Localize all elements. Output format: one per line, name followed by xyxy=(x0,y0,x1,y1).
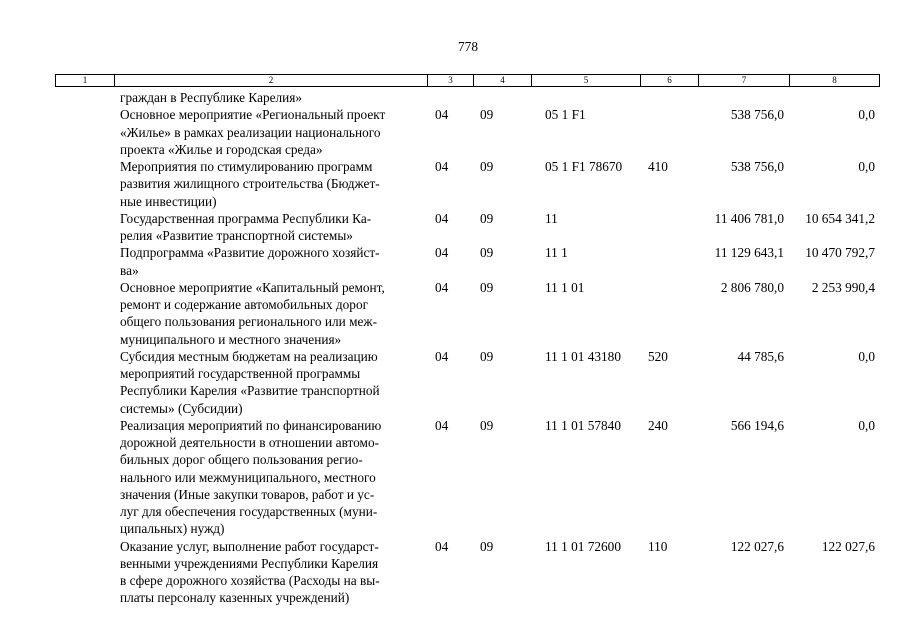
expense-type-code-cell xyxy=(641,89,699,106)
expense-type-code-cell: 110 xyxy=(648,538,668,554)
description-line: Оказание услуг, выполнение работ государст- xyxy=(120,538,379,554)
table-header-row xyxy=(55,74,880,87)
target-item-code-cell: 11 1 01 xyxy=(545,279,585,295)
header-column-5: 5 xyxy=(532,75,641,86)
header-column-3: 3 xyxy=(428,75,474,86)
section-code-cell: 04 xyxy=(435,159,449,174)
description-line: в сфере дорожного хозяйства (Расходы на вы- xyxy=(120,573,380,588)
target-item-code-cell: 11 1 01 57840 xyxy=(545,417,621,433)
row-number-cell xyxy=(55,538,115,607)
section-code-cell: 04 xyxy=(435,210,449,226)
description-line: муниципального и местного значения» xyxy=(120,331,342,347)
description-line: релия «Развитие транспортной системы» xyxy=(120,228,353,243)
description-line: ремонт и содержание автомобильных дорог xyxy=(120,297,369,312)
header-column-2: 2 xyxy=(115,75,428,86)
section-code-cell xyxy=(428,89,474,106)
expense-type-code-cell xyxy=(641,210,699,245)
target-item-code-cell: 11 1 01 43180 xyxy=(545,348,621,364)
row-number-cell xyxy=(55,348,115,417)
target-item-code-cell: 11 1 01 72600 xyxy=(545,538,621,554)
description-line: Мероприятия по стимулированию программ xyxy=(120,159,373,174)
description-line: ные инвестиции) xyxy=(120,193,217,209)
expense-type-code-cell xyxy=(641,244,699,279)
row-number-cell xyxy=(55,210,115,245)
amount-2-cell: 122 027,6 xyxy=(821,538,875,554)
page-number: 778 xyxy=(458,39,478,54)
amount-1-cell: 11 406 781,0 xyxy=(714,210,784,226)
row-description-cell xyxy=(115,279,428,348)
description-line: Государственная программа Республики Ка- xyxy=(120,210,372,226)
amount-1-cell: 44 785,6 xyxy=(737,348,784,364)
amount-1-cell: 566 194,6 xyxy=(730,417,784,433)
section-code-cell: 04 xyxy=(435,245,449,261)
description-line: Подпрограмма «Развитие дорожного хозяйст- xyxy=(120,245,380,261)
description-line: развития жилищного строительства (Бюджет- xyxy=(120,176,380,192)
amount-2-cell: 0,0 xyxy=(858,348,875,364)
description-line: луг для обеспечения государственных (муни- xyxy=(120,504,378,519)
section-code-cell: 04 xyxy=(435,348,449,364)
amount-1-cell xyxy=(699,89,790,106)
row-description-cell xyxy=(115,244,428,279)
header-column-4: 4 xyxy=(474,75,532,86)
description-line: «Жилье» в рамках реализации национального xyxy=(120,124,381,140)
section-code-cell: 04 xyxy=(435,107,449,123)
amount-1-cell: 538 756,0 xyxy=(730,159,784,174)
amount-2-cell: 0,0 xyxy=(858,107,875,123)
description-line: ва» xyxy=(120,262,139,278)
description-line: мероприятий государственной программы xyxy=(120,366,361,381)
row-description-cell xyxy=(115,158,428,210)
target-item-code-cell: 05 1 F1 xyxy=(545,107,586,123)
description-line: дорожной деятельности в отношении автомо- xyxy=(120,435,380,450)
amount-2-cell: 2 253 990,4 xyxy=(811,279,875,295)
row-number-cell xyxy=(55,106,115,158)
subsection-code-cell: 09 xyxy=(480,538,494,554)
header-column-7: 7 xyxy=(699,75,790,86)
table-row xyxy=(55,89,880,106)
description-line: бильных дорог общего пользования регио- xyxy=(120,452,363,468)
description-line: системы» (Субсидии) xyxy=(120,400,243,416)
row-number-cell xyxy=(55,279,115,348)
description-line: проекта «Жилье и городская среда» xyxy=(120,141,323,157)
description-line: платы персоналу казенных учреждений) xyxy=(120,590,350,606)
amount-2-cell xyxy=(790,89,880,106)
subsection-code-cell: 09 xyxy=(480,210,494,226)
target-item-code-cell: 05 1 F1 78670 xyxy=(545,159,623,174)
expense-type-code-cell: 520 xyxy=(648,348,668,364)
amount-1-cell: 122 027,6 xyxy=(730,538,784,554)
description-line: граждан в Республике Карелия» xyxy=(120,90,303,105)
subsection-code-cell: 09 xyxy=(480,279,494,295)
header-column-6: 6 xyxy=(641,75,699,86)
description-line: Основное мероприятие «Капитальный ремонт, xyxy=(120,279,385,295)
row-number-cell xyxy=(55,244,115,279)
section-code-cell: 04 xyxy=(435,279,449,295)
table-row xyxy=(55,417,880,538)
table-row xyxy=(55,158,880,210)
description-line: Основное мероприятие «Региональный проект xyxy=(120,107,386,123)
target-item-code-cell xyxy=(532,89,641,106)
row-number-cell xyxy=(55,158,115,210)
subsection-code-cell: 09 xyxy=(480,348,494,364)
subsection-code-cell xyxy=(474,89,532,106)
amount-2-cell: 10 654 341,2 xyxy=(805,210,875,226)
table-body xyxy=(55,89,880,607)
row-description-cell xyxy=(115,348,428,417)
description-line: ципальных) нужд) xyxy=(120,521,225,537)
description-line: Республики Карелия «Развитие транспортной xyxy=(120,383,380,399)
amount-1-cell: 538 756,0 xyxy=(730,107,784,123)
table-row xyxy=(55,348,880,417)
row-number-cell xyxy=(55,417,115,538)
subsection-code-cell: 09 xyxy=(480,245,494,261)
header-column-8: 8 xyxy=(790,75,880,86)
table-row xyxy=(55,210,880,245)
table-row xyxy=(55,538,880,607)
amount-2-cell: 0,0 xyxy=(858,159,875,174)
subsection-code-cell: 09 xyxy=(480,159,494,174)
amount-1-cell: 11 129 643,1 xyxy=(714,245,784,261)
subsection-code-cell: 09 xyxy=(480,107,494,123)
description-line: нального или межмуниципального, местного xyxy=(120,469,376,485)
row-description-cell xyxy=(115,417,428,538)
description-line: венными учреждениями Республики Карелия xyxy=(120,555,379,571)
table-row xyxy=(55,244,880,279)
amount-2-cell: 10 470 792,7 xyxy=(805,245,875,261)
section-code-cell: 04 xyxy=(435,417,449,433)
expense-type-code-cell xyxy=(641,106,699,158)
row-number-cell xyxy=(55,89,115,106)
row-description-cell xyxy=(115,106,428,158)
subsection-code-cell: 09 xyxy=(480,417,494,433)
description-line: значения (Иные закупки товаров, работ и ус- xyxy=(120,486,375,502)
table-row xyxy=(55,106,880,158)
table-row xyxy=(55,279,880,348)
header-column-1: 1 xyxy=(56,75,115,86)
row-description-cell xyxy=(115,210,428,245)
budget-table xyxy=(55,74,880,607)
section-code-cell: 04 xyxy=(435,538,449,554)
expense-type-code-cell: 240 xyxy=(648,417,668,433)
description-line: общего пользования регионального или меж- xyxy=(120,314,378,330)
row-description-cell xyxy=(115,538,428,607)
amount-2-cell: 0,0 xyxy=(858,417,875,433)
description-line: Реализация мероприятий по финансированию xyxy=(120,417,382,433)
target-item-code-cell: 11 xyxy=(545,210,558,226)
amount-1-cell: 2 806 780,0 xyxy=(720,279,784,295)
target-item-code-cell: 11 1 xyxy=(545,245,568,261)
row-description-cell xyxy=(115,89,428,106)
description-line: Субсидия местным бюджетам на реализацию xyxy=(120,348,378,364)
expense-type-code-cell: 410 xyxy=(648,159,668,174)
expense-type-code-cell xyxy=(641,279,699,348)
